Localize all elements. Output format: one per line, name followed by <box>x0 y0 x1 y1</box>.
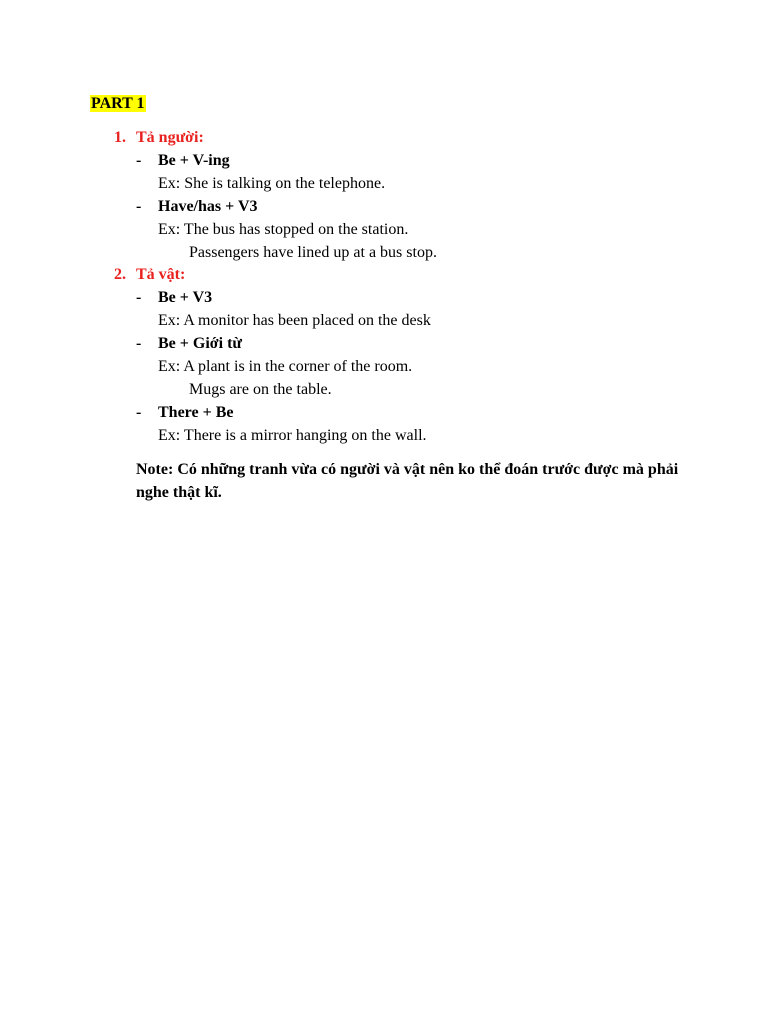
part-title: PART 1 <box>91 95 145 112</box>
example-line: Ex: A plant is in the corner of the room. <box>158 358 413 375</box>
bullet-dash: - <box>136 404 142 421</box>
example-line: Ex: There is a mirror hanging on the wall. <box>158 427 427 444</box>
section-1-number: 1. <box>114 129 126 146</box>
item-heading: Be + V3 <box>158 289 213 306</box>
note-paragraph: Note: Có những tranh vừa có người và vật nên ko thể đoán trước được mà phải nghe thật kĩ. <box>136 461 679 501</box>
bullet-dash: - <box>136 289 142 306</box>
part-title-line <box>90 94 146 114</box>
section-2-number: 2. <box>114 266 126 283</box>
section-2-title: Tả vật: <box>136 266 186 283</box>
item-heading: Have/has + V3 <box>158 198 258 215</box>
example-line: Passengers have lined up at a bus stop. <box>189 244 437 261</box>
bullet-dash: - <box>136 152 142 169</box>
example-line: Ex: She is talking on the telephone. <box>158 175 386 192</box>
example-line: Ex: The bus has stopped on the station. <box>158 221 409 238</box>
example-line: Ex: A monitor has been placed on the desk <box>158 312 431 329</box>
section-1-title: Tả người: <box>136 129 204 146</box>
item-heading: Be + V-ing <box>158 152 230 169</box>
example-line: Mugs are on the table. <box>189 381 332 398</box>
bullet-dash: - <box>136 198 142 215</box>
item-heading: There + Be <box>158 404 234 421</box>
bullet-dash: - <box>136 335 142 352</box>
item-heading: Be + Giới từ <box>158 335 243 352</box>
